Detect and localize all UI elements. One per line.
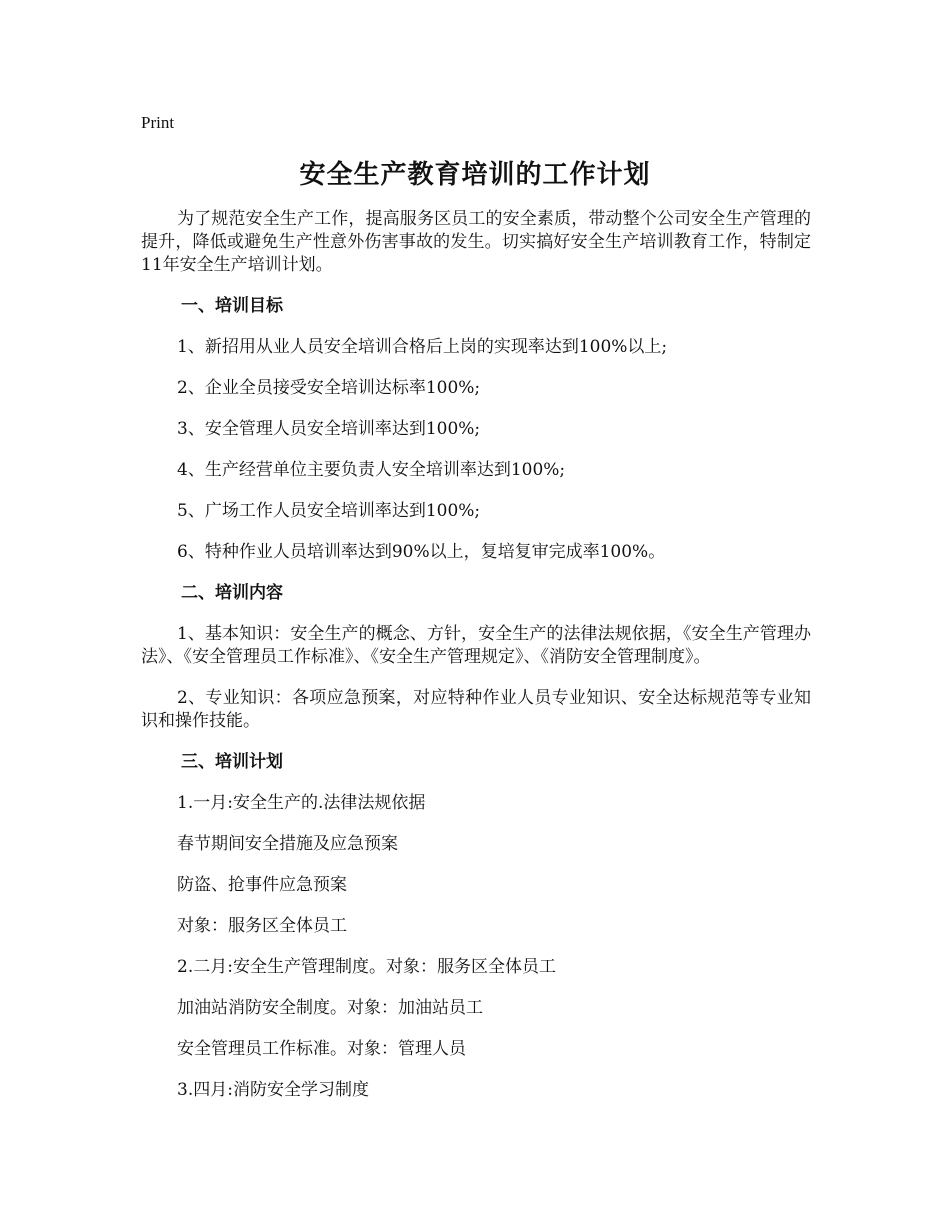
plan-item: 加油站消防安全制度。对象：加油站员工	[177, 998, 483, 1018]
section-heading-goals: 一、培训目标	[181, 296, 283, 316]
print-link[interactable]: Print	[141, 113, 175, 132]
goal-item: 4、生产经营单位主要负责人安全培训率达到100%;	[177, 460, 566, 480]
content-item: 1、基本知识：安全生产的概念、方针，安全生产的法律法规依据，《安全生产管理办法》、《安全管理员工作标准》、《安全生产管理规定》、《消防安全管理制度》。	[141, 624, 811, 667]
intro-paragraph: 为了规范安全生产工作，提高服务区员工的安全素质，带动整个公司安全生产管理的提升，降低或避免生产性意外伤害事故的发生。切实搞好安全生产培训教育工作，特制定11年安全生产培训计划。	[141, 209, 811, 275]
plan-item: 1.一月:安全生产的.法律法规依据	[177, 793, 426, 813]
plan-item: 对象：服务区全体员工	[177, 916, 347, 936]
plan-item: 3.四月:消防安全学习制度	[177, 1080, 369, 1100]
goal-item: 6、特种作业人员培训率达到90%以上，复培复审完成率100%。	[177, 542, 666, 562]
plan-item: 春节期间安全措施及应急预案	[177, 834, 398, 854]
goal-item: 5、广场工作人员安全培训率达到100%;	[177, 501, 481, 521]
plan-item: 2.二月:安全生产管理制度。对象：服务区全体员工	[177, 957, 556, 977]
goal-item: 1、新招用从业人员安全培训合格后上岗的实现率达到100%以上;	[177, 337, 668, 357]
document-title: 安全生产教育培训的工作计划	[299, 160, 651, 190]
goal-item: 3、安全管理人员安全培训率达到100%;	[177, 419, 481, 439]
plan-item: 安全管理员工作标准。对象：管理人员	[177, 1039, 466, 1059]
goal-item: 2、企业全员接受安全培训达标率100%;	[177, 378, 481, 398]
document-body	[141, 208, 811, 1120]
section-heading-plan: 三、培训计划	[181, 752, 283, 772]
section-heading-content: 二、培训内容	[181, 583, 283, 603]
content-item: 2、专业知识：各项应急预案，对应特种作业人员专业知识、安全达标规范等专业知识和操作技能。	[141, 688, 811, 731]
plan-item: 防盗、抢事件应急预案	[177, 875, 347, 895]
